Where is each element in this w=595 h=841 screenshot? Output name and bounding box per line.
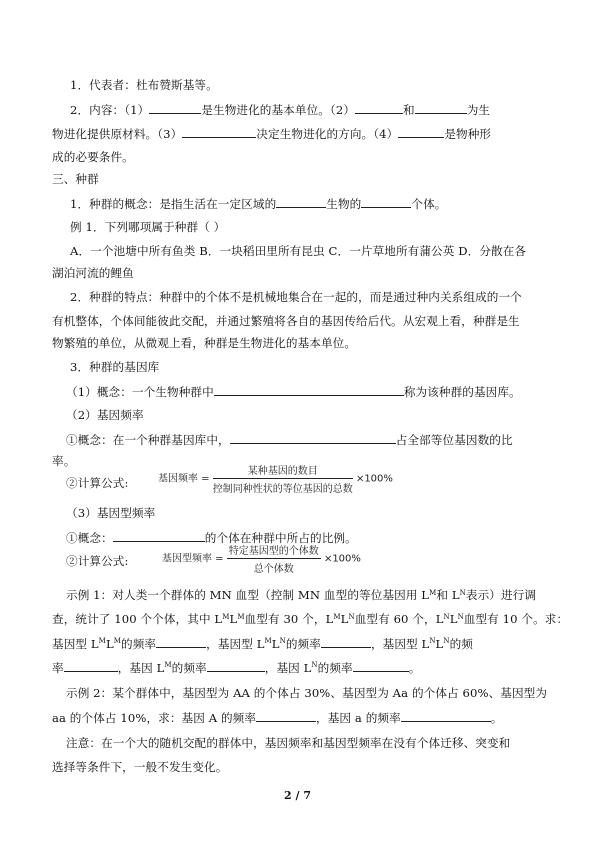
text-line: 选择等条件下，一般不发生变化。 bbox=[52, 760, 228, 774]
formula-lhs: 基因频率 = bbox=[158, 473, 213, 485]
formula-rhs: ×100% bbox=[355, 473, 393, 485]
formula-rhs: ×100% bbox=[323, 553, 361, 565]
fill-blank[interactable] bbox=[401, 710, 491, 722]
text-line: 1．种群的概念：是指生活在一定区域的 生物的 个体。 bbox=[70, 197, 447, 211]
fill-blank[interactable] bbox=[353, 660, 409, 672]
text-line: ①概念：在一个种群基因库中， 占全部等位基因数的比 bbox=[66, 433, 513, 447]
text-line: A．一个池塘中所有鱼类 B．一块稻田里所有昆虫 C．一片草地所有蒲公英 D．分散在各 bbox=[70, 244, 527, 258]
text-line: 有机整体，个体间能彼此交配，并通过繁殖将各自的基因传给后代。从宏观上看，种群是生 bbox=[52, 314, 520, 328]
fill-blank[interactable] bbox=[415, 102, 467, 114]
text-line: 示例 1：对人类一个群体的 MN 血型（控制 MN 血型的等位基因用 $L^M$和 $L^N$表示）进行调 bbox=[66, 588, 537, 602]
text-line: （3）基因型频率 bbox=[66, 506, 156, 520]
gene-frequency-formula bbox=[158, 462, 393, 495]
text-line: （2）基因频率 bbox=[66, 408, 144, 422]
fill-blank[interactable] bbox=[64, 660, 118, 672]
text-line: ②计算公式: bbox=[66, 476, 129, 490]
fill-blank[interactable] bbox=[398, 126, 444, 138]
genotype-frequency-formula bbox=[162, 542, 361, 575]
text-line: 2．种群的特点：种群中的个体不是机械地集合在一起的，而是通过种内关系组成的一个 bbox=[70, 290, 522, 304]
text-line: 率 ，基因 $L^M$的频率 ，基因 $L^N$的频率 。 bbox=[52, 661, 421, 675]
text-line: aa 的个体占 10%，求：基因 A 的频率 ，基因 a 的频率 。 bbox=[52, 711, 503, 725]
text-line: 物进化提供原材料。（3） 决定生物进化的方向。（4） 是物种形 bbox=[52, 127, 492, 141]
formula-denominator: 总个体数 bbox=[253, 564, 294, 575]
text-line: 成的必要条件。 bbox=[52, 150, 134, 164]
text-line: 2．内容：（1） 是生物进化的基本单位。（2） 和 为生 bbox=[70, 103, 491, 117]
fill-blank[interactable] bbox=[256, 710, 316, 722]
text-line: 基因型 $L^ML^M$的频率 ，基因型 $L^ML^N$的频率 ，基因型 $L^NL^N$的频 bbox=[52, 637, 473, 651]
text-line: ①概念： 的个体在种群中所占的比例。 bbox=[66, 531, 357, 545]
text-line: 3．种群的基因库 bbox=[70, 360, 160, 374]
fill-blank[interactable] bbox=[182, 126, 256, 138]
fill-blank[interactable] bbox=[355, 102, 403, 114]
formula-denominator: 控制同种性状的等位基因的总数 bbox=[212, 484, 353, 495]
formula-fraction bbox=[213, 462, 353, 495]
fill-blank[interactable] bbox=[156, 636, 206, 648]
fill-blank[interactable] bbox=[230, 432, 396, 444]
fill-blank[interactable] bbox=[361, 196, 411, 208]
text-line: 率。 bbox=[52, 454, 76, 468]
page-number: 2 / 7 bbox=[284, 789, 311, 802]
formula-numerator: 特定基因型的个体数 bbox=[227, 542, 321, 559]
text-line: 湖泊河流的鲤鱼 bbox=[52, 266, 134, 280]
text-line: 例 1．下列哪项属于种群（ ） bbox=[70, 220, 226, 234]
formula-lhs: 基因型频率 = bbox=[162, 553, 227, 565]
text-line: 查，统计了 100 个个体，其中 $L^ML^M$血型有 30 个，$L^ML^N$血型有 60 个，$L^NL^N$血型有 10 个。求： bbox=[52, 612, 569, 626]
text-line: 示例 2：某个群体中，基因型为 AA 的个体占 30%、基因型为 Aa 的个体占 60%、基因型为 bbox=[66, 686, 548, 700]
fill-blank[interactable] bbox=[276, 196, 326, 208]
formula-numerator: 某种基因的数目 bbox=[213, 462, 353, 479]
text-line: （1）概念：一个生物种群中 称为该种群的基因库。 bbox=[66, 385, 521, 399]
fill-blank[interactable] bbox=[113, 530, 205, 542]
text-line: 物繁殖的单位，从微观上看，种群是生物进化的基本单位。 bbox=[52, 336, 357, 350]
section-heading: 三、种群 bbox=[52, 172, 99, 186]
text-line: 注意：在一个大的随机交配的群体中，基因频率和基因型频率在没有个体迁移、突变和 bbox=[66, 736, 511, 750]
text-line: ②计算公式: bbox=[66, 554, 129, 568]
formula-fraction bbox=[227, 542, 321, 575]
text-line: 1．代表者：杜布赞斯基等。 bbox=[70, 78, 218, 92]
fill-blank[interactable] bbox=[321, 636, 371, 648]
fill-blank[interactable] bbox=[149, 102, 201, 114]
fill-blank[interactable] bbox=[207, 660, 265, 672]
fill-blank[interactable] bbox=[214, 384, 404, 396]
